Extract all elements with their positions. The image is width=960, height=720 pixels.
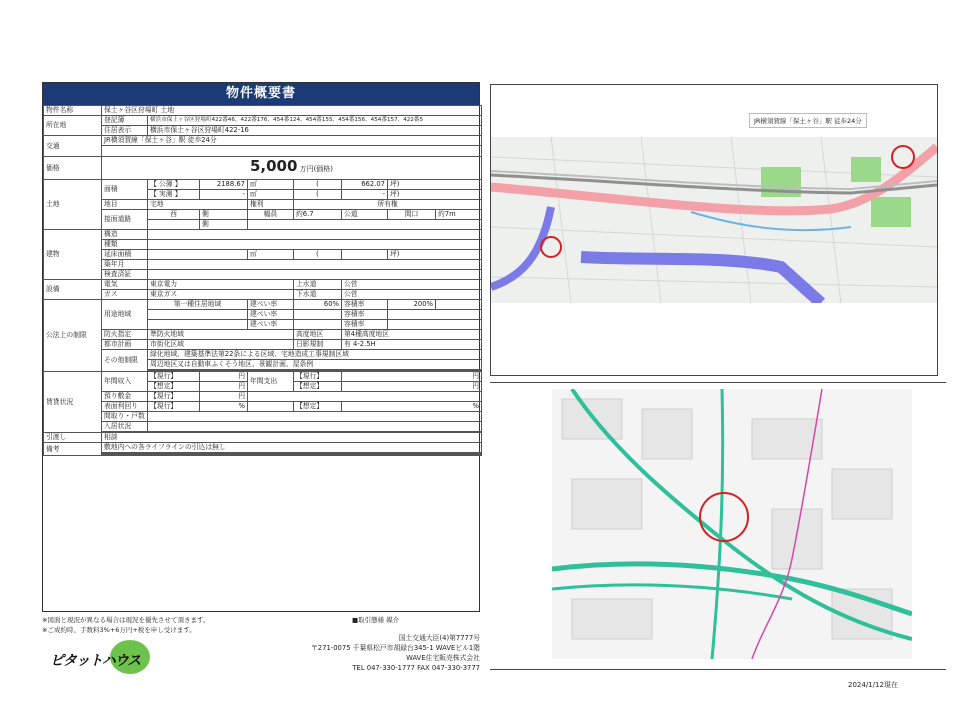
yield-percent-2: % [342,402,482,412]
income-yen-2: 円 [200,382,248,392]
frontage-label: 間口 [388,210,436,220]
height-value: 第4種高度地区 [342,330,482,340]
bcr-label-1: 建ぺい率 [248,300,294,310]
zoning-blank-1 [436,300,482,310]
road-type: 公道 [342,210,388,220]
note-1: ※図面と現況が異なる場合は現況を優先させて頂きます。 [42,616,210,624]
notes [42,615,209,635]
company-address: 〒271-0075 千葉県松戸市胡録台345-1 WAVEビル1階 [311,644,480,652]
land-label: 土地 [44,180,102,230]
income-current: 【現行】 [148,372,200,382]
electric-value: 東京電力 [148,280,294,290]
company-info [311,633,480,673]
category-value: 宅地 [148,200,248,210]
note-2: ※ご成約時、手数料3%+6万円+税を申し受けます。 [42,626,196,634]
shadow-value: 有 4-2.5H [342,340,482,350]
city-value: 市街化区域 [148,340,294,350]
company-tel: TEL 047-330-1777 FAX 047-330-3777 [352,664,480,672]
far-label-1: 容積率 [342,300,388,310]
zoning-blank-2 [148,310,248,320]
bcr-blank-3 [294,320,342,330]
handover-label: 引渡し [44,433,102,443]
expense-yen-2: 円 [342,382,482,392]
m2-unit-3: ㎡ [248,250,294,260]
sewer-label: 下水道 [294,290,342,300]
road-dir: 西 [148,210,200,220]
frontage-value: 約7m [436,210,482,220]
yield-percent-1: % [200,402,248,412]
bcr-label-2: 建ぺい率 [248,310,294,320]
area-actual-m2: - [200,190,248,200]
sewer-value: 公営 [342,290,482,300]
far-value: 200% [388,300,436,310]
property-summary-sheet [42,82,480,612]
far-blank-3 [388,320,482,330]
paren-2: ( [294,190,342,200]
name-label: 物件名称 [44,106,102,116]
tsubo-unit-3: 坪) [388,250,482,260]
price-value: 5,000 [249,157,298,175]
inspection-value [148,270,482,280]
structure-label: 構造 [102,230,148,240]
deposit-current: 【現行】 [148,392,200,402]
fire-label: 防火指定 [102,330,148,340]
deposit-blank [248,392,482,402]
zoning-blank-3 [148,320,248,330]
price-unit: 万円(価格) [299,165,334,173]
road-width-value: 約6.7 [294,210,342,220]
m2-unit-1: ㎡ [248,180,294,190]
traffic-value: JR横須賀線「保土ヶ谷」駅 徒歩24分 [102,136,482,146]
as-of-date: 2024/1/12現在 [848,681,898,689]
logo-text: ピタットハウス [50,653,141,669]
area-map[interactable] [490,84,938,376]
expense-current: 【現行】 [294,372,342,382]
area-public-m2: 2188.67 [200,180,248,190]
gas-label: ガス [102,290,148,300]
spec-table [43,105,482,456]
company-logo [50,638,160,678]
tsubo-unit-2: 坪) [388,190,482,200]
paren-3: ( [294,250,342,260]
law-label: 公法上の制限 [44,300,102,372]
price-cell [102,157,482,180]
remarks-label: 備考 [44,443,102,456]
company-name: WAVE住宅販売株式会社 [406,654,480,662]
detail-map[interactable] [490,382,946,670]
paren-1: ( [294,180,342,190]
expense-yen-1: 円 [342,372,482,382]
built-label: 築年月 [102,260,148,270]
deposit-label: 預り敷金 [102,392,148,402]
area-public-tsubo: 662.07 [342,180,388,190]
other-label: その他制限 [102,350,148,372]
kind-value [148,240,482,250]
address-value: 横浜市保土ヶ谷区狩場町422-16 [148,126,482,136]
traffic-blank [102,146,482,157]
company-license: 国土交通大臣(4)第7777号 [398,634,480,642]
area-label: 面積 [102,180,148,200]
facility-label: 設備 [44,280,102,300]
m2-unit-2: ㎡ [248,190,294,200]
detail-map-image [552,389,912,659]
water-label: 上水道 [294,280,342,290]
other-value-1: 緑化地域、建築基準法第22条による区域、宅地造成工事規制区域 [148,350,482,360]
structure-value [148,230,482,240]
tenant-value [148,422,482,432]
handover-value: 相談 [102,433,482,443]
address-label: 住居表示 [102,126,148,136]
yield-blank [248,402,294,412]
zoning-value: 第一種住居地域 [148,300,248,310]
road-blank-2 [248,220,482,230]
map-station-label: JR横須賀線「保土ヶ谷」駅 徒歩24分 [749,113,867,128]
bcr-label-3: 建ぺい率 [248,320,294,330]
height-label: 高度地区 [294,330,342,340]
far-label-2: 容積率 [342,310,388,320]
category-label: 地目 [102,200,148,210]
remarks-value: 敷地内への各ライフラインの引込は無し [102,443,482,453]
yield-assumed: 【想定】 [294,402,342,412]
far-blank-2 [388,310,482,320]
bcr-value: 60% [294,300,342,310]
right-value: 所有権 [294,200,482,210]
yield-label: 表面利回り [102,402,148,412]
rent-label: 賃貸状況 [44,372,102,433]
yield-current: 【現行】 [148,402,200,412]
far-label-3: 容積率 [342,320,388,330]
expense-assumed: 【想定】 [294,382,342,392]
kind-label: 種類 [102,240,148,250]
tenant-label: 入居状況 [102,422,148,432]
traffic-label: 交通 [44,136,102,157]
road-side-2: 側 [200,220,248,230]
floor-label: 延床面積 [102,250,148,260]
name-value: 保土ヶ谷区狩場町 土地 [102,106,482,116]
income-label: 年間収入 [102,372,148,392]
right-label: 権利 [248,200,294,210]
built-value [148,260,482,270]
area-actual: 【 実測 】 [148,190,200,200]
tsubo-unit-1: 坪) [388,180,482,190]
road-width-label: 幅員 [248,210,294,220]
sheet-title: 物件概要書 [43,83,479,105]
income-yen-1: 円 [200,372,248,382]
price-label: 価格 [44,157,102,180]
area-map-image [491,137,937,303]
city-label: 都市計画 [102,340,148,350]
road-label: 接面道路 [102,210,148,230]
water-value: 公営 [342,280,482,290]
fire-value: 準防火地域 [148,330,294,340]
inspection-label: 検査済証 [102,270,148,280]
building-label: 建物 [44,230,102,280]
layout-value [148,412,482,422]
area-public: 【 公簿 】 [148,180,200,190]
registry-value: 横浜市保土ヶ谷区狩場町422番46、422番176、454番124、454番155、454番156、454番157、422番5 [148,116,482,126]
other-value-2: 周辺地区又は自動車ふくそう地区、景観計画、屋条例 [148,360,482,370]
road-blank-1 [148,220,200,230]
registry-label: 登記簿 [102,116,148,126]
gas-value: 東京ガス [148,290,294,300]
expense-label: 年間支出 [248,372,294,392]
deposit-yen: 円 [200,392,248,402]
electric-label: 電気 [102,280,148,290]
shadow-label: 日影規制 [294,340,342,350]
remarks-blank-3 [102,455,482,456]
floor-blank [148,250,248,260]
location-label: 所在地 [44,116,102,136]
income-assumed: 【想定】 [148,382,200,392]
area-actual-tsubo: - [342,190,388,200]
transaction-type: ■取引態様 媒介 [352,616,400,624]
zoning-label: 用途地域 [102,300,148,330]
bcr-blank-2 [294,310,342,320]
layout-label: 間取り・戸数 [102,412,148,422]
floor-blank-2 [342,250,388,260]
road-side: 側 [200,210,248,220]
